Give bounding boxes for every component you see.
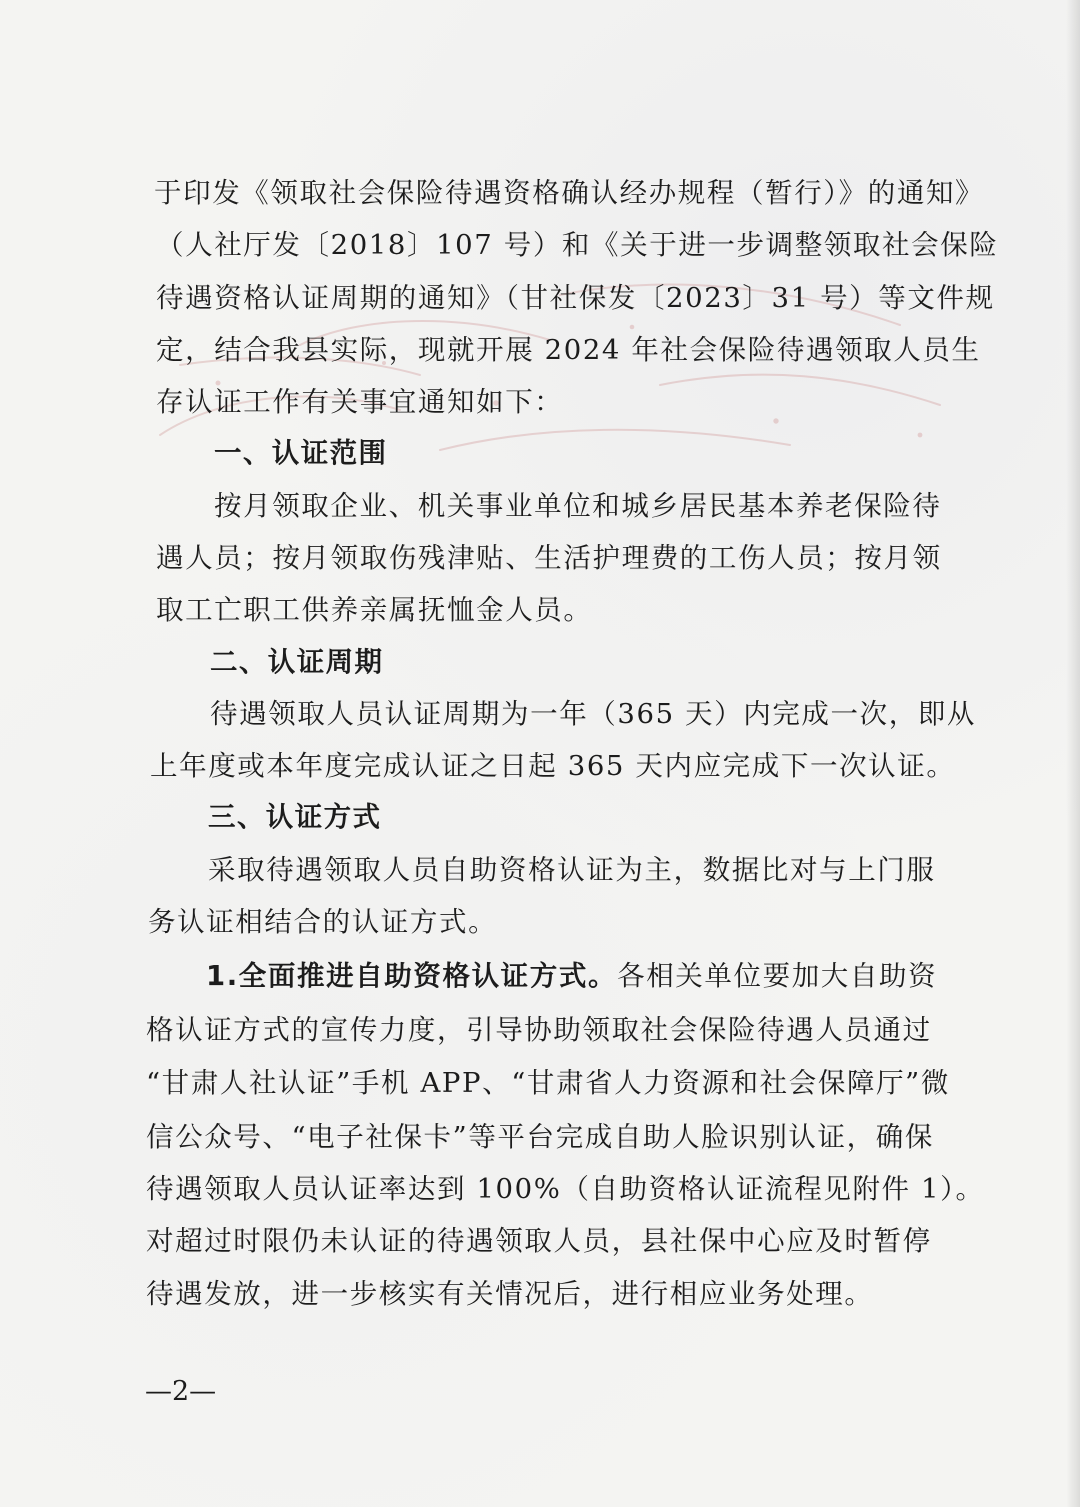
section-heading-1: 一、认证范围 bbox=[214, 437, 388, 469]
page-shadow-edge bbox=[1066, 0, 1080, 1507]
body-line-5: 存认证工作有关事宜通知如下： bbox=[156, 386, 564, 418]
body-line-2: （人社厅发〔2018〕107 号）和《关于进一步调整领取社会保险 bbox=[156, 229, 999, 261]
item1-first-line bbox=[206, 960, 938, 992]
item1-line-5: 待遇领取人员认证率达到 100%（自助资格认证流程见附件 1）。 bbox=[146, 1173, 985, 1205]
section2-line-1: 待遇领取人员认证周期为一年（365 天）内完成一次，即从 bbox=[210, 698, 977, 730]
section3-line-2: 务认证相结合的认证方式。 bbox=[148, 906, 498, 938]
page-number: —2— bbox=[145, 1376, 217, 1407]
section3-line-1: 采取待遇领取人员自助资格认证为主，数据比对与上门服 bbox=[208, 854, 936, 886]
item1-line-3: “甘肃人社认证”手机 APP、“甘肃省人力资源和社会保障厅”微 bbox=[146, 1067, 950, 1099]
item1-line-2: 格认证方式的宣传力度，引导协助领取社会保险待遇人员通过 bbox=[146, 1014, 932, 1046]
section1-line-3: 取工亡职工供养亲属抚恤金人员。 bbox=[156, 594, 593, 626]
section1-line-2: 遇人员；按月领取伤残津贴、生活护理费的工伤人员；按月领 bbox=[156, 542, 942, 574]
item1-first-line-rest: 各相关单位要加大自助资 bbox=[617, 960, 938, 992]
body-line-3: 待遇资格认证周期的通知》（甘社保发〔2023〕31 号）等文件规 bbox=[156, 282, 995, 314]
section2-line-2: 上年度或本年度完成认证之日起 365 天内应完成下一次认证。 bbox=[150, 750, 956, 782]
body-line-4: 定，结合我县实际，现就开展 2024 年社会保险待遇领取人员生 bbox=[156, 334, 981, 366]
section-heading-3: 三、认证方式 bbox=[208, 801, 382, 833]
section-heading-2: 二、认证周期 bbox=[210, 646, 384, 678]
item1-lead: 1.全面推进自助资格认证方式。 bbox=[206, 960, 618, 992]
item1-line-4: 信公众号、“电子社保卡”等平台完成自助人脸识别认证，确保 bbox=[146, 1121, 934, 1153]
body-line-1: 于印发《领取社会保险待遇资格确认经办规程（暂行）》的通知》 bbox=[154, 177, 985, 209]
item1-line-6: 对超过时限仍未认证的待遇领取人员，县社保中心应及时暂停 bbox=[146, 1225, 932, 1257]
item1-line-7: 待遇发放，进一步核实有关情况后，进行相应业务处理。 bbox=[146, 1278, 874, 1310]
section1-line-1: 按月领取企业、机关事业单位和城乡居民基本养老保险待 bbox=[214, 490, 942, 522]
